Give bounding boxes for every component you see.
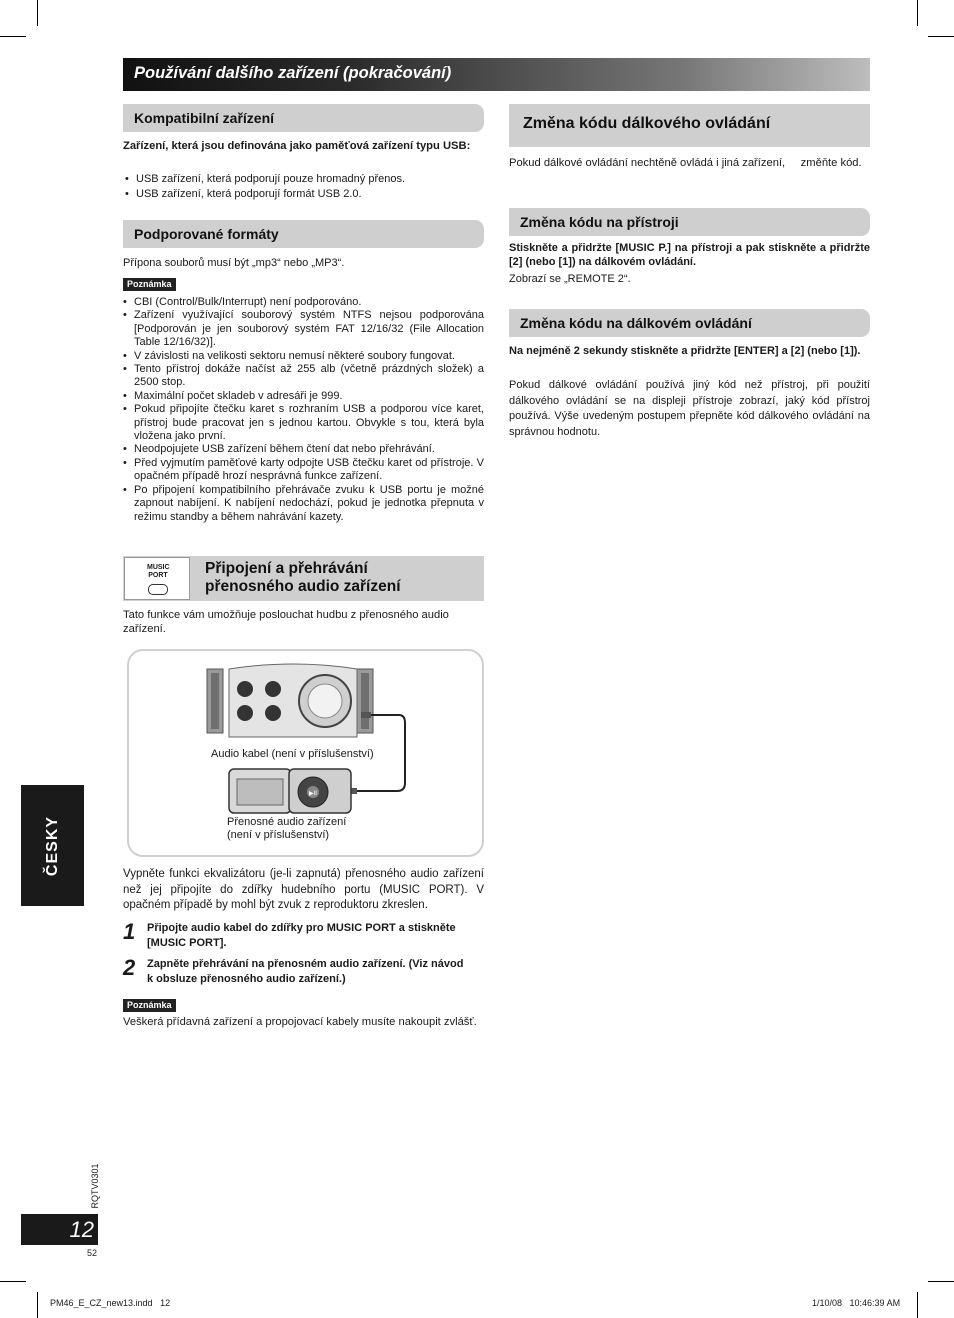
crop-mark <box>0 1281 26 1282</box>
portable-warning: Vypněte funkci ekvalizátoru (je-li zapnutá) přenosného audio zařízení než jej připojíte do zdířky hudebního portu (MUSIC PORT). V opačném případě by mohl být zvuk z reproduktoru zkreslen. <box>123 868 484 911</box>
unit-button <box>237 681 253 697</box>
device-label: Přenosné audio zařízení <box>227 816 347 828</box>
list-item: • CBI (Control/Bulk/Interrupt) není podporováno. <box>123 296 484 309</box>
music-port-icon <box>124 557 190 600</box>
step <box>123 955 484 991</box>
list-item: • Před vyjmutím paměťové karty odpojte USB čtečku karet od přístroje. V opačném případě hrozí nesprávná funkce zařízení. <box>123 457 484 484</box>
remote-side-body: Pokud dálkové ovládání používá jiný kód než přístroj, při použití dálkového ovládání se na displeji přístroje zobrazí, jaký kód přístroj používá. Výše uvedeným postupem přepněte kód dálkového ovládání na správnou hodnotu. <box>509 379 870 438</box>
page-number: 12 <box>69 1217 94 1242</box>
compatible-intro: Zařízení, která jsou definována jako paměťová zařízení typu USB: <box>123 140 471 152</box>
compatible-heading-bar <box>123 104 484 132</box>
button-oval-icon <box>148 584 168 595</box>
list-item: • Pokud připojíte čtečku karet s rozhraním USB a podporou více karet, přístroj bude pracovat jen s jednou kartou. Obvykle s tou, která byla vložena jako první. <box>123 403 484 443</box>
step <box>123 919 484 955</box>
footer-date: 1/10/08 10:46:39 AM <box>812 1298 901 1308</box>
play-pause-label: ▶II <box>309 791 317 797</box>
unit-button <box>265 705 281 721</box>
remote-code-heading: Změna kódu dálkového ovládání <box>523 115 771 132</box>
list-item: • USB zařízení, která podporují formát USB 2.0. <box>125 188 484 201</box>
device-label: (není v příslušenství) <box>227 828 330 841</box>
list-item: • Maximální počet skladeb v adresáři je 999. <box>123 390 484 403</box>
compatible-list <box>125 173 484 202</box>
language-tab <box>21 785 84 906</box>
unit-button <box>237 705 253 721</box>
note-label: Poznámka <box>123 278 176 291</box>
step-text: Připojte audio kabel do zdířky pro MUSIC PORT a stiskněte [MUSIC PORT]. <box>147 922 456 949</box>
list-item: • USB zařízení, která podporují pouze hromadný přenos. <box>125 173 484 186</box>
crop-mark <box>928 1281 954 1282</box>
step-text: Zapněte přehrávání na přenosném audio zařízení. (Viz návod k obsluze přenosného audio zařízení.) <box>147 958 464 985</box>
list-item: • Zařízení využívající souborový systém NTFS nejsou podporována [Podporován je jen souborový systém FAT 12/16/32 (File Allocation Table 12/16/32)]. <box>123 309 484 349</box>
unit-code-heading: Změna kódu na přístroji <box>520 214 679 230</box>
section-banner <box>123 58 870 91</box>
unit-code-heading-bar <box>509 208 870 236</box>
note-label: Poznámka <box>123 999 176 1012</box>
formats-heading: Podporované formáty <box>134 226 279 242</box>
step-number: 1 <box>123 919 136 944</box>
page-number-box <box>21 1214 98 1245</box>
list-item: • Neodpojujete USB zařízení během čtení dat nebo přehrávání. <box>123 443 484 456</box>
formats-notes <box>123 296 484 524</box>
cable-label: Audio kabel (není v příslušenství) <box>211 748 374 760</box>
formats-heading-bar <box>123 220 484 248</box>
list-item: • Tento přístroj dokáže načíst až 255 alb (včetně prázdných složek) a 2500 stop. <box>123 363 484 390</box>
portable-note: Veškerá přídavná zařízení a propojovací kabely musíte nakoupit zvlášť. <box>123 1016 477 1028</box>
crop-mark <box>928 36 954 37</box>
remote-side-instruction: Na nejméně 2 sekundy stiskněte a přidržte [ENTER] a [2] (nebo [1]). <box>509 345 861 357</box>
remote-side-heading-bar <box>509 309 870 337</box>
crop-mark <box>0 36 26 37</box>
portable-intro: Tato funkce vám umožňuje poslouchat hudbu z přenosného audio zařízení. <box>123 609 449 635</box>
page-sub-number: 52 <box>87 1248 98 1258</box>
step-number: 2 <box>123 955 136 980</box>
unit-button <box>265 681 281 697</box>
remote-side-heading: Změna kódu na dálkovém ovládání <box>520 315 752 331</box>
formats-intro: Přípona souborů musí být „mp3“ nebo „MP3“. <box>123 257 345 269</box>
crop-mark <box>917 0 918 26</box>
crop-mark <box>917 1292 918 1318</box>
language-tab-label: ČESKY <box>43 815 61 876</box>
remote-code-intro: Pokud dálkové ovládání nechtěně ovládá i jiná zařízení, změňte kód. <box>509 157 862 169</box>
music-port-icon-label: PORT <box>148 572 168 579</box>
portable-heading-bar <box>123 556 484 601</box>
list-item: • Po připojení kompatibilního přehrávače zvuku k USB portu je možné zapnout nabíjení. K nabíjení nedochází, pokud je jednotka přepnuta v režimu standby a během nahrávání kazety. <box>123 484 484 524</box>
footer-file: PM46_E_CZ_new13.indd 12 <box>50 1298 171 1308</box>
connection-diagram <box>127 649 484 857</box>
list-item: • V závislosti na velikosti sektoru nemusí některé soubory fungovat. <box>123 350 484 363</box>
portable-heading-line2: přenosného audio zařízení <box>205 578 401 595</box>
doc-code: RQTV0301 <box>90 1163 100 1209</box>
steps-list <box>123 919 484 991</box>
compatible-heading: Kompatibilní zařízení <box>134 110 275 126</box>
remote-code-heading-bar <box>509 104 870 147</box>
portable-heading-line1: Připojení a přehrávání <box>205 560 368 577</box>
unit-code-result: Zobrazí se „REMOTE 2“. <box>509 273 631 285</box>
unit-code-instruction: Stiskněte a přidržte [MUSIC P.] na přístroji a pak stiskněte a přidržte [2] (nebo [1]) na dálkovém ovládání. <box>509 242 870 268</box>
crop-mark <box>37 0 38 26</box>
music-port-icon-label: MUSIC <box>147 564 170 571</box>
banner-title: Používání dalšího zařízení (pokračování) <box>134 64 452 82</box>
crop-mark <box>37 1292 38 1318</box>
